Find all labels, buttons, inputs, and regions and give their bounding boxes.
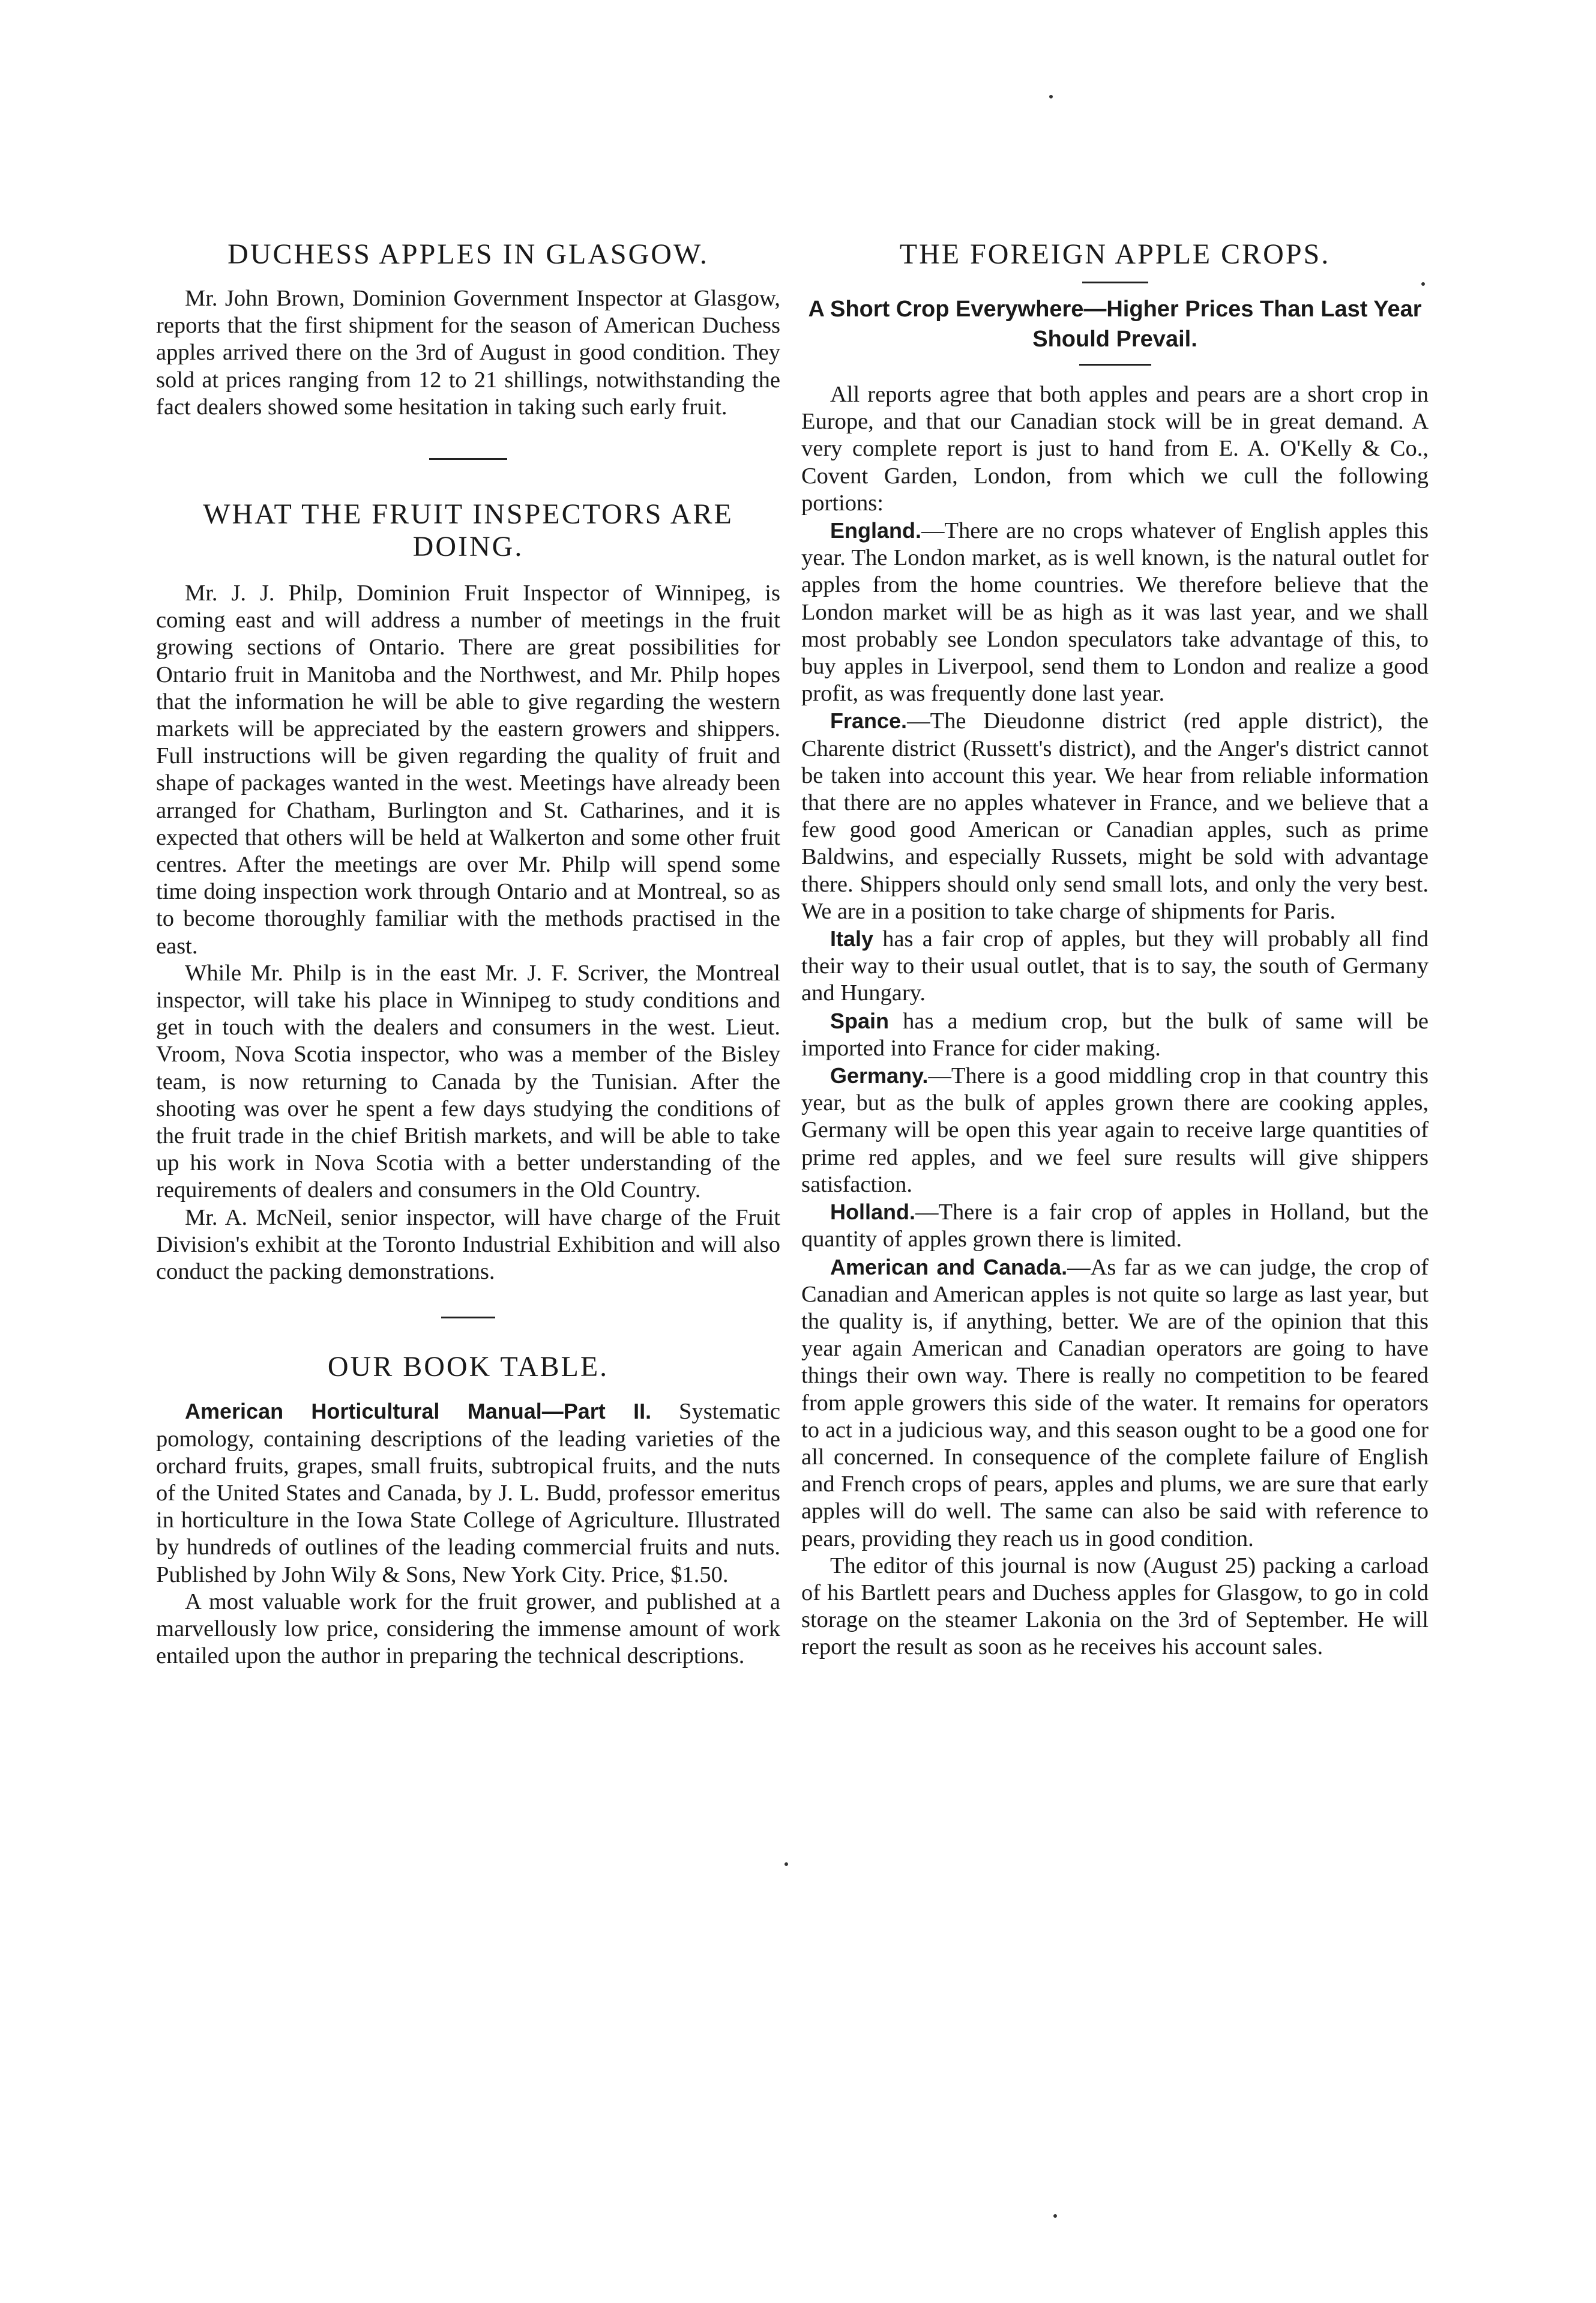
paragraph-germany (801, 1062, 1429, 1198)
article-title-fruit-inspectors: WHAT THE FRUIT INSPECTORS ARE DOING. (203, 498, 733, 563)
article-title-foreign-apple-crops: THE FOREIGN APPLE CROPS. (899, 238, 1331, 270)
book-review-entry (156, 1398, 780, 1588)
article-body-fruit-inspectors-2: While Mr. Philp is in the east Mr. J. F. Scriver, the Montreal inspector, will take his place in Winnipeg to study conditions and get in touch with the dealers and consumers in the west. Lieut. Vroom, Nova Scotia inspector, who was a member of the Bisley team, is now returning to Canada by the Tunisian. After the shooting was over he spent a few days studying the conditions of the fruit trade in the chief British markets, and will be able to take up his work in Nova Scotia with a better understanding of the requirements of dealers and consumers in the Old Country. (156, 960, 780, 1203)
lead-italy: Italy (830, 926, 874, 952)
lead-holland: Holland. (830, 1200, 915, 1225)
print-speck (1421, 282, 1425, 286)
print-speck (784, 1862, 788, 1866)
text-spain: has a medium crop, but the bulk of same will be imported into France for cider making. (801, 1008, 1429, 1061)
paragraph-england (801, 517, 1429, 707)
print-speck (1049, 95, 1053, 98)
paragraph-spain (801, 1007, 1429, 1062)
text-italy: has a fair crop of apples, but they will probably all find their way to their usual outlet, that is to say, the south of Germany and Hungary. (801, 926, 1429, 1006)
lead-france: France. (830, 708, 908, 734)
text-england: —There are no crops whatever of English apples this year. The London market, as is well known, is the natural outlet for apples from the home countries. We therefore believe that the London market will be as high as it was last year, and we shall most probably see London speculators take advantage of this, to buy apples in Liverpool, send them to London and realize a good profit, as was frequently done last year. (801, 518, 1429, 707)
left-column (156, 237, 780, 1670)
paragraph-holland (801, 1198, 1429, 1253)
lead-england: England. (830, 518, 921, 543)
article-body-fruit-inspectors-1: Mr. J. J. Philp, Dominion Fruit Inspector of Winnipeg, is coming east and will address a number of meetings in the fruit growing sections of Ontario. There are great possibilities for Ontario fruit in Manitoba and the Northwest, and Mr. Philp hopes that the information he will be able to give regarding the western markets will be appreciated by the eastern growers and shippers. Full instructions will be given regarding the quality of fruit and shape of packages wanted in the west. Meetings have already been arranged for Chatham, Burlington and St. Catharines, and it is expected that others will be held at Walkerton and some other fruit centres. After the meetings are over Mr. Philp will spend some time doing inspection work through Ontario and at Montreal, so as to become thoroughly familiar with the methods practised in the east. (156, 581, 780, 959)
book-title-lead: American Horticultural Manual—Part II. (185, 1399, 652, 1424)
paragraph-france (801, 707, 1429, 925)
text-germany: —There is a good middling crop in that country this year, but as the bulk of apples grown there are cooking apples, Germany will be open this year again to receive large quantities of prime red apples, and we feel sure results will give shippers satisfaction. (801, 1063, 1429, 1197)
lead-germany: Germany. (830, 1063, 929, 1088)
article-title-duchess-apples: DUCHESS APPLES IN GLASGOW. (227, 238, 709, 270)
right-column (801, 237, 1429, 1661)
text-america-canada: —As far as we can judge, the crop of Canadian and American apples is not quite so large as last year, but the quality is, if anything, better. We are of the opinion that this year again American and Canadian operators are going to have things their own way. There is really no competition to be feared from apple growers this side of the water. It remains for operators to act in a judicious way, and this season ought to be a good one for all concerned. In consequence of the complete failure of English and French crops of pears, apples and plums, we are sure that early apples will do well. The same can also be said with reference to pears, providing they reach us in good condition. (801, 1254, 1429, 1551)
paragraph-italy (801, 925, 1429, 1007)
lead-spain: Spain (830, 1008, 890, 1033)
text-france: —The Dieudonne district (red apple district), the Charente district (Russett's district), and the Anger's district cannot be taken into account this year. We hear from reliable information that there are no apples whatever in France, and we believe that a few good good American or Canadian apples, such as prime Baldwins, and especially Russets, might be sold with advantage there. Shippers should only send small lots, and only the very best. We are in a position to take charge of shipments for Paris. (801, 708, 1429, 924)
lead-america-canada: American and Canada. (830, 1254, 1068, 1279)
article-subtitle: A Short Crop Everywhere—Higher Prices Than Last Year Should Prevail. (808, 297, 1422, 352)
book-review-comment: A most valuable work for the fruit grower, and published at a marvellously low price, considering the immense amount of work entailed upon the author in preparing the technical descriptions. (156, 1589, 780, 1669)
paragraph-editor-note: The editor of this journal is now (August 25) packing a carload of his Bartlett pears and Duchess apples for Glasgow, to go in cold storage on the steamer Lakonia on the 3rd of September. He will report the result as soon as he receives his account sales. (801, 1553, 1429, 1660)
paragraph-america-canada (801, 1254, 1429, 1553)
article-title-book-table: OUR BOOK TABLE. (327, 1351, 609, 1383)
print-speck (1053, 2214, 1057, 2218)
text-holland: —There is a fair crop of apples in Holland, but the quantity of apples grown there is limited. (801, 1200, 1429, 1252)
article-body-duchess-apples: Mr. John Brown, Domin⁠ion Government Inspector at Glasgow, reports that the first shipment for the season of American Duchess apples arrived there on the 3rd of August in good condition. They sold at prices ranging from 12 to 21 shillings, notwithstanding the fact dealers showed some hesitation in taking such early fruit. (156, 286, 780, 420)
foreign-crops-intro: All reports agree that both apples and pears are a short crop in Europe, and that our Canadian stock will be in great demand. A very complete report is just to hand from E. A. O'Kelly & Co., Covent Garden, London, from which we cull the following portions: (801, 382, 1429, 516)
book-review-description: Systematic pomology, containing descriptions of the leading varieties of the orchard fruits, grapes, small fruits, subtropical fruits, and the nuts of the United States and Canada, by J. L. Budd, professor emeritus in horticulture in the Iowa State College of Agriculture. Illustrated by hundreds of outlines of the leading commercial fruits and nuts. Published by John Wily & Sons, New York City. Price, $1.50. (156, 1399, 780, 1587)
article-body-fruit-inspectors-3: Mr. A. McNeil, senior inspector, will have charge of the Fruit Division's exhibit at the Toronto Industrial Exhibition and will also conduct the packing demonstrations. (156, 1204, 780, 1285)
